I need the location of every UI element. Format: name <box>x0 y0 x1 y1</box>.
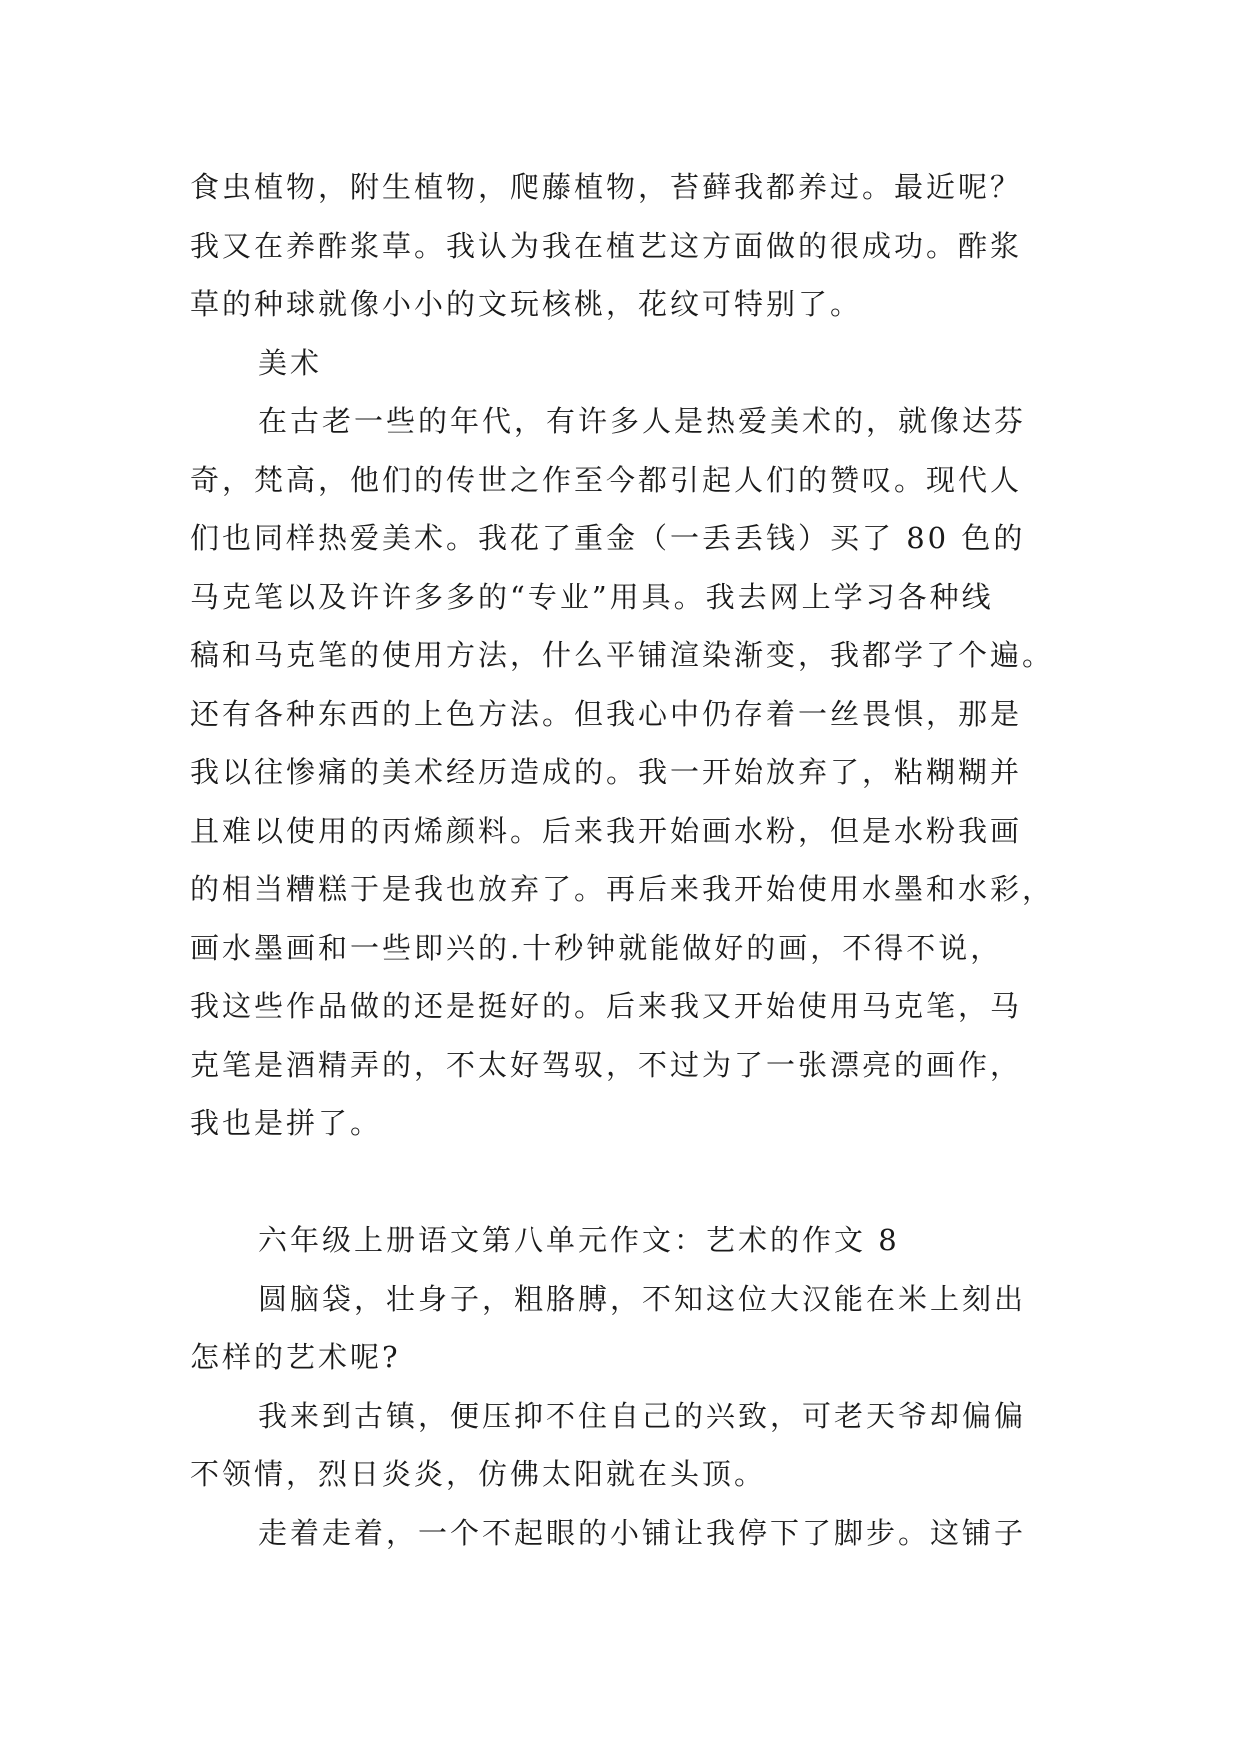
document-body <box>190 158 1055 1562</box>
paragraph-start: 我来到古镇，便压抑不住自己的兴致，可老天爷却偏偏 <box>258 1398 1027 1433</box>
section-heading: 美术 <box>258 345 323 380</box>
paragraph-start: 在古老一些的年代，有许多人是热爱美术的，就像达芬 <box>258 404 1027 438</box>
text-line: 奇，梵高，他们的传世之作至今都引起人们的赞叹。现代人 <box>190 462 1023 497</box>
blank-line <box>190 1153 1050 1212</box>
text-line: 怎样的艺术呢? <box>190 1340 401 1374</box>
text-line: 的相当糟糕于是我也放弃了。再后来我开始使用水墨和水彩， <box>190 872 1055 906</box>
paragraph-start: 圆脑袋，壮身子，粗胳膊，不知这位大汉能在米上刻出 <box>258 1281 1027 1316</box>
text-line: 马克笔以及许许多多的“专业”用具。我去网上学习各种线 <box>190 579 994 614</box>
text-line: 不领情，烈日炎炎，仿佛太阳就在头顶。 <box>190 1457 767 1491</box>
text-line: 画水墨画和一些即兴的.十秒钟就能做好的画，不得不说， <box>190 930 1003 965</box>
essay-title: 六年级上册语文第八单元作文：艺术的作文 8 <box>258 1223 900 1257</box>
text-line: 我又在养酢浆草。我认为我在植艺这方面做的很成功。酢浆 <box>190 228 1023 263</box>
text-line: 们也同样热爱美术。我花了重金（一丢丢钱）买了 80 色的 <box>190 521 1026 555</box>
text-line: 食虫植物，附生植物，爬藤植物，苔藓我都养过。最近呢？ <box>190 170 1023 204</box>
paragraph-start: 走着走着，一个不起眼的小铺让我停下了脚步。这铺子 <box>258 1515 1027 1550</box>
text-line: 克笔是酒精弄的，不太好驾驭，不过为了一张漂亮的画作， <box>190 1047 1023 1082</box>
text-line: 我也是拼了。 <box>190 1106 383 1140</box>
text-line: 我这些作品做的还是挺好的。后来我又开始使用马克笔，马 <box>190 989 1023 1023</box>
text-line: 还有各种东西的上色方法。但我心中仍存着一丝畏惧，那是 <box>190 696 1023 731</box>
text-line: 我以往惨痛的美术经历造成的。我一开始放弃了，粘糊糊并 <box>190 755 1023 789</box>
text-line: 稿和马克笔的使用方法，什么平铺渲染渐变，我都学了个遍。 <box>190 638 1055 672</box>
text-line: 且难以使用的丙烯颜料。后来我开始画水粉，但是水粉我画 <box>190 813 1023 848</box>
text-line: 草的种球就像小小的文玩核桃，花纹可特别了。 <box>190 287 863 321</box>
